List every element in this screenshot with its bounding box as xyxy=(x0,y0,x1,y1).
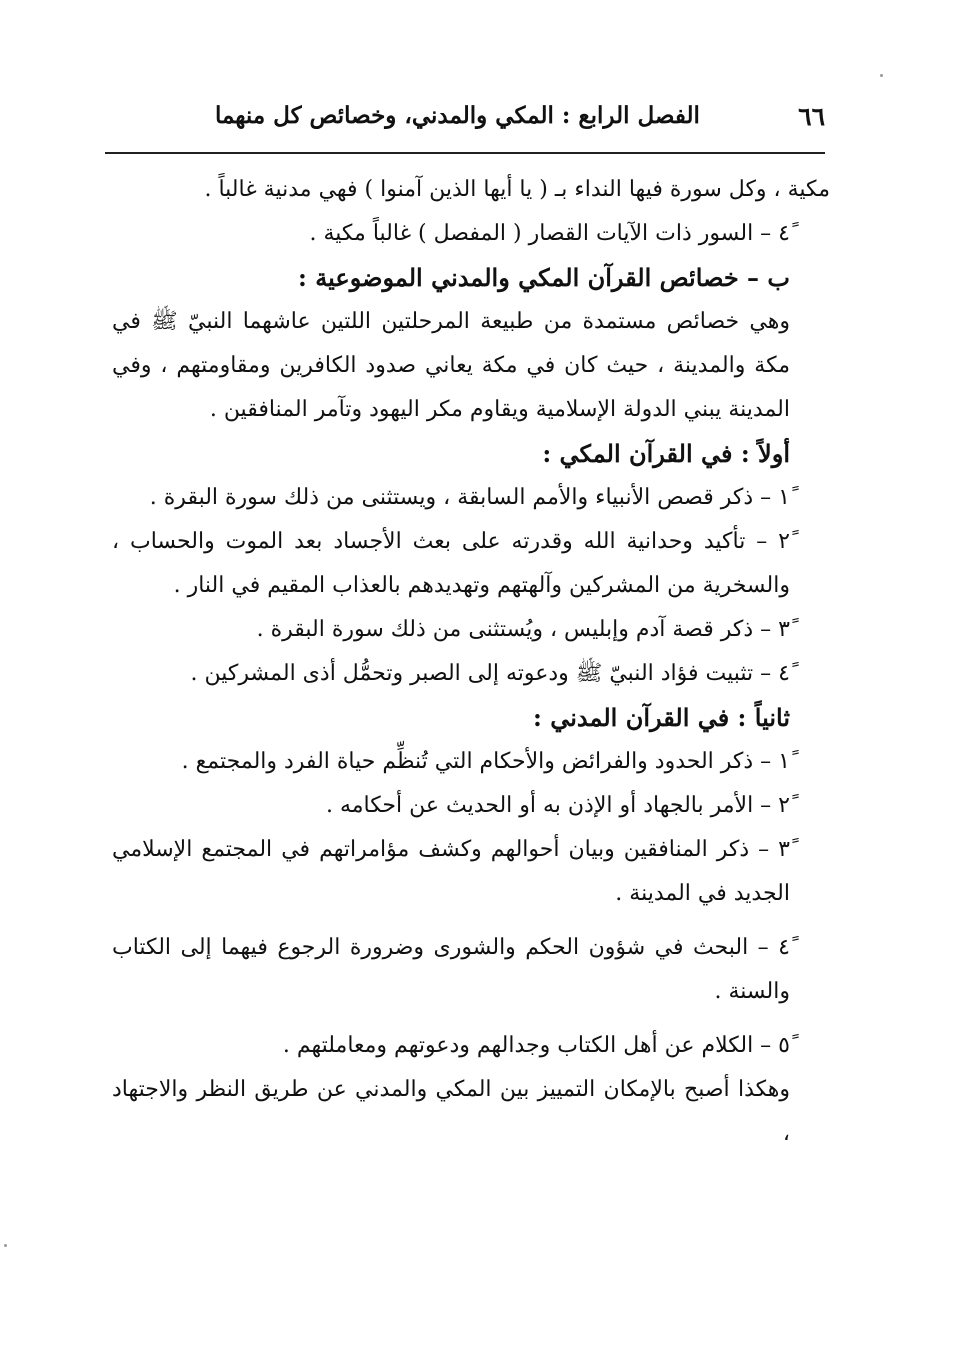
section-heading-b: ب – خصائص القرآن المكي والمدني الموضوعية : xyxy=(298,263,790,292)
madani-item-3: ٣ً – ذكر المنافقين وبيان أحوالهم وكشف مؤامراتهم في المجتمع الإسلامي الجديد في المدينة . xyxy=(112,837,790,906)
subheading-madani: ثانياً : في القرآن المدني : xyxy=(533,703,790,732)
subheading-makki: أولاً : في القرآن المكي : xyxy=(542,439,790,468)
closing-paragraph: وهكذا أصبح بالإمكان التمييز بين المكي والمدني عن طريق النظر والاجتهاد ، xyxy=(112,1077,790,1146)
madani-item-5: ٥ً – الكلام عن أهل الكتاب وجدالهم ودعوتهم ومعاملتهم . xyxy=(282,1033,790,1058)
makki-item-1: ١ً – ذكر قصص الأنبياء والأمم السابقة ، ويستثنى من ذلك سورة البقرة . xyxy=(149,485,790,510)
page-number: ٦٦ xyxy=(798,102,825,131)
madani-item-2: ٢ً – الأمر بالجهاد أو الإذن به أو الحديث عن أحكامه . xyxy=(325,793,790,818)
page-header xyxy=(105,100,825,146)
makki-item-4: ٤ً – تثبيت فؤاد النبيّ ﷺ ودعوته إلى الصبر وتحمُّل أذى المشركين . xyxy=(190,661,790,686)
scan-speck xyxy=(4,1244,7,1247)
running-title: الفصل الرابع : المكي والمدني، وخصائص كل منهما xyxy=(215,102,700,129)
scan-speck xyxy=(880,74,883,77)
makki-item-2: ٢ً – تأكيد وحدانية الله وقدرته على بعث الأجساد بعد الموت والحساب ، والسخرية من المشركين وآلهتهم وتهديدهم بالعذاب المقيم في النار . xyxy=(112,529,790,598)
continued-line: مكية ، وكل سورة فيها النداء بـ ( يا أيها الذين آمنوا ) فهي مدنية غالباً . xyxy=(204,177,830,202)
makki-item-3: ٣ً – ذكر قصة آدم وإبليس ، ويُستثنى من ذلك سورة البقرة . xyxy=(256,617,790,642)
list-item: ٤ً – السور ذات الآيات القصار ( المفصل ) غالباً مكية . xyxy=(309,221,790,246)
madani-item-4: ٤ً – البحث في شؤون الحكم والشورى وضرورة الرجوع فيهما إلى الكتاب والسنة . xyxy=(112,935,790,1004)
intro-paragraph: وهي خصائص مستمدة من طبيعة المرحلتين اللتين عاشهما النبيّ ﷺ في مكة والمدينة ، حيث كان في مكة يعاني صدود الكافرين ومقاومتهم ، وفي المدينة يبني الدولة الإسلامية ويقاوم مكر اليهود وتآمر المنافقين . xyxy=(112,309,790,422)
madani-item-1: ١ً – ذكر الحدود والفرائض والأحكام التي تُنظِّم حياة الفرد والمجتمع . xyxy=(181,749,790,774)
header-divider xyxy=(105,152,825,154)
page-body xyxy=(112,168,830,1156)
